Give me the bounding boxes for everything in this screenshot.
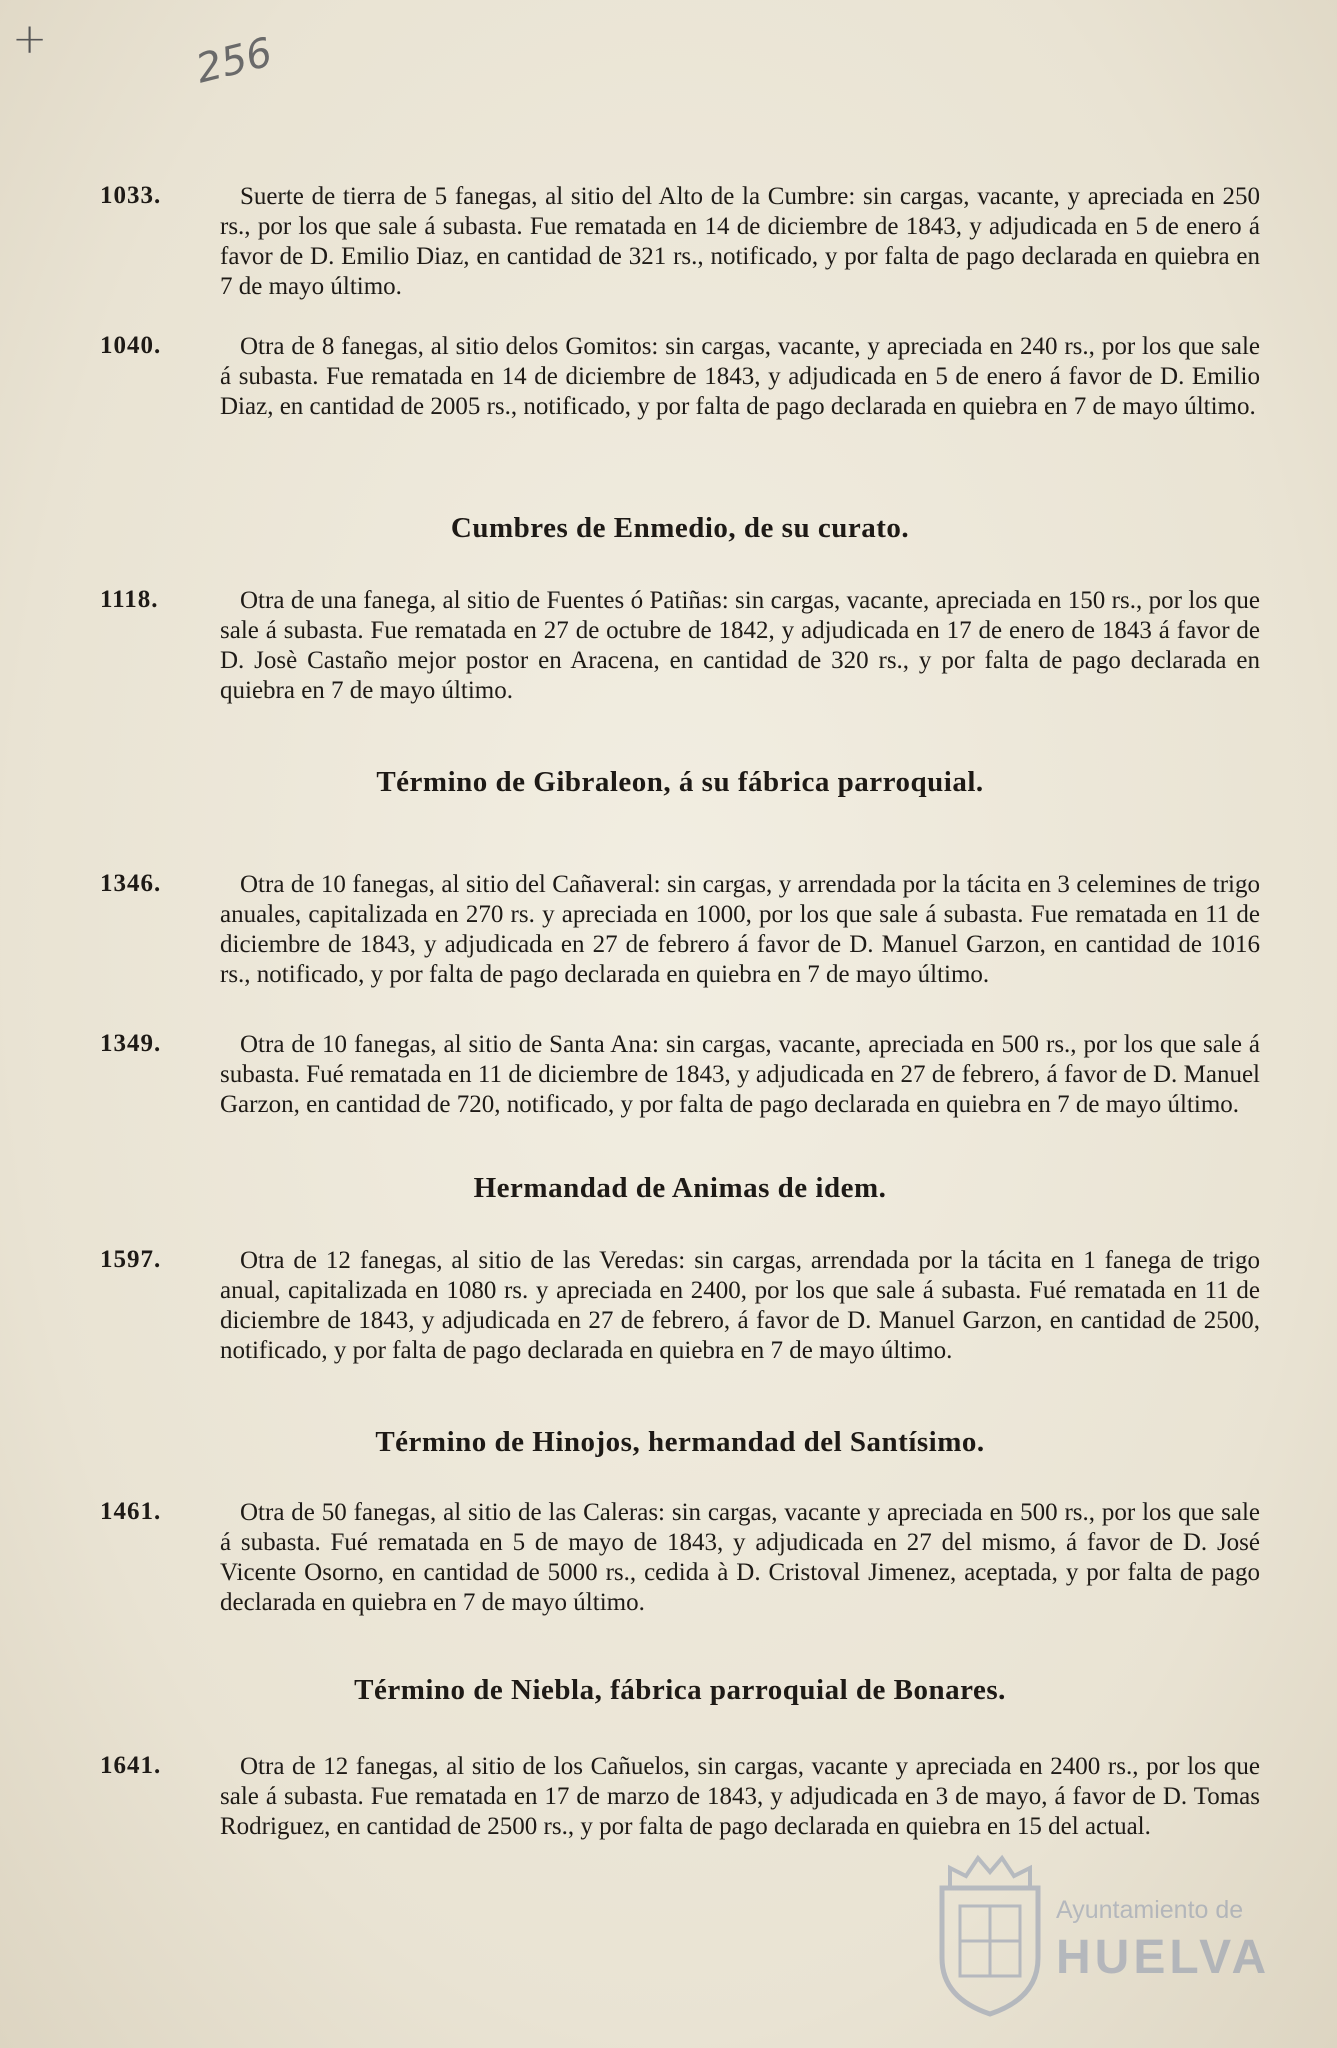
entry-text: Suerte de tierra de 5 fanegas, al sitio del Alto de la Cumbre: sin cargas, vacante, y apreciada en 250 rs., por los que sale á subasta. Fue rematada en 14 de diciembre de 1843, y adjudicada en 5 de enero á favor de D. Emilio Diaz, en cantidad de 321 rs., notificado, y por falta de pago declarada en quiebra en 7 de mayo último.	[220, 183, 1260, 300]
entry-number: 1641.	[100, 1752, 162, 1779]
section-heading: Término de Hinojos, hermandad del Santísimo.	[375, 1426, 985, 1458]
section-heading: Término de Gibraleon, á su fábrica parroquial.	[376, 766, 984, 798]
entry-1597	[100, 1246, 1260, 1366]
entry-number: 1346.	[100, 870, 162, 897]
entry-text: Otra de 50 fanegas, al sitio de las Caleras: sin cargas, vacante y apreciada en 500 rs., por los que sale á subasta. Fué rematada en 5 de mayo de 1843, y adjudicada en 27 del mismo, á favor de D. José Vicente Osorno, en cantidad de 5000 rs., cedida à D. Cristoval Jimenez, aceptada, y por falta de pago declarada en quiebra en 7 de mayo último.	[220, 1499, 1260, 1616]
section-heading: Cumbres de Enmedio, de su curato.	[450, 512, 910, 544]
entry-text: Otra de 10 fanegas, al sitio de Santa Ana: sin cargas, vacante, apreciada en 500 rs., por los que sale á subasta. Fué rematada en 11 de diciembre de 1843, y adjudicada en 27 de febrero, á favor de D. Manuel Garzon, en cantidad de 720, notificado, y por falta de pago declarada en quiebra en 7 de mayo último.	[220, 1031, 1260, 1118]
entry-1040	[100, 332, 1260, 422]
entry-number: 1040.	[100, 332, 162, 359]
entry-1346	[100, 870, 1260, 990]
entry-number: 1118.	[100, 586, 159, 613]
watermark-line1: Ayuntamiento de	[1056, 1896, 1244, 1924]
entry-text: Otra de 8 fanegas, al sitio delos Gomitos: sin cargas, vacante, y apreciada en 240 rs., por los que sale á subasta. Fue rematada en 14 de diciembre de 1843, y adjudicada en 5 de enero á favor de D. Emilio Diaz, en cantidad de 2005 rs., notificado, y por falta de pago declarada en quiebra en 7 de mayo último.	[220, 333, 1260, 420]
entry-number: 1461.	[100, 1498, 162, 1525]
entry-1349	[100, 1030, 1260, 1120]
watermark-line2: HUELVA	[1056, 1931, 1271, 1984]
corner-mark: +	[12, 14, 48, 63]
entry-number: 1349.	[100, 1030, 162, 1057]
entry-number: 1597.	[100, 1246, 162, 1273]
entry-1641	[100, 1752, 1260, 1842]
entry-1118	[100, 586, 1260, 706]
archive-watermark	[930, 1848, 1290, 2018]
section-heading: Hermandad de Animas de idem.	[473, 1172, 887, 1204]
entry-1461	[100, 1498, 1260, 1618]
entry-text: Otra de una fanega, al sitio de Fuentes ó Patiñas: sin cargas, vacante, apreciada en 150 rs., por los que sale á subasta. Fue rematada en 27 de octubre de 1842, y adjudicada en 17 de enero de 1843 á favor de D. Josè Castaño mejor postor en Aracena, en cantidad de 320 rs., y por falta de pago declarada en quiebra en 7 de mayo último.	[220, 587, 1260, 704]
section-heading: Término de Niebla, fábrica parroquial de Bonares.	[354, 1674, 1006, 1706]
entry-text: Otra de 12 fanegas, al sitio de las Veredas: sin cargas, arrendada por la tácita en 1 fanega de trigo anual, capitalizada en 1080 rs. y apreciada en 2400, por los que sale á subasta. Fué rematada en 11 de diciembre de 1843, y adjudicada en 27 de febrero, á favor de D. Manuel Garzon, en cantidad de 2500, notificado, y por falta de pago declarada en quiebra en 7 de mayo último.	[220, 1247, 1260, 1364]
handwritten-page-number: 256	[191, 29, 277, 93]
entry-text: Otra de 12 fanegas, al sitio de los Cañuelos, sin cargas, vacante y apreciada en 2400 rs., por los que sale á subasta. Fue rematada en 17 de marzo de 1843, y adjudicada en 3 de mayo, á favor de D. Tomas Rodriguez, en cantidad de 2500 rs., y por falta de pago declarada en quiebra en 15 del actual.	[220, 1753, 1260, 1840]
entry-text: Otra de 10 fanegas, al sitio del Cañaveral: sin cargas, y arrendada por la tácita en 3 celemines de trigo anuales, capitalizada en 270 rs. y apreciada en 1000, por los que sale á subasta. Fue rematada en 11 de diciembre de 1843, y adjudicada en 27 de febrero á favor de D. Manuel Garzon, en cantidad de 1016 rs., notificado, y por falta de pago declarada en quiebra en 7 de mayo último.	[220, 871, 1260, 988]
entry-1033	[100, 182, 1260, 302]
entry-number: 1033.	[100, 182, 162, 209]
crest-icon	[930, 1848, 1050, 2018]
